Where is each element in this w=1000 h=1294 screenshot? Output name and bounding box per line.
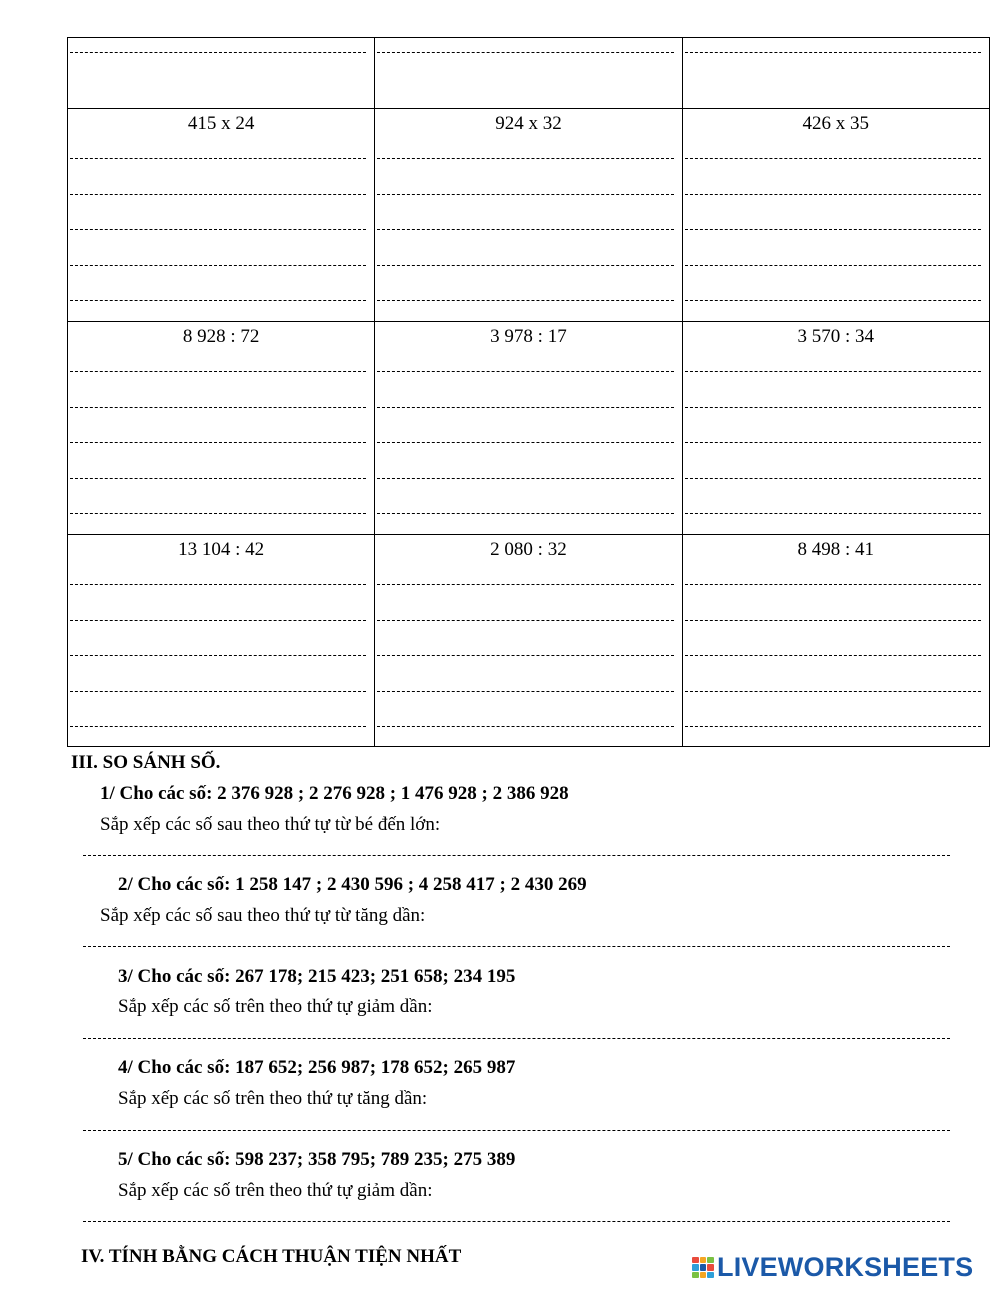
answer-line[interactable] <box>83 946 950 947</box>
exercise-table <box>67 37 990 747</box>
section-title: III. SO SÁNH SỐ. <box>71 752 221 773</box>
problem-cell[interactable] <box>68 535 375 747</box>
question-given-4: 4/ Cho các số: 187 652; 256 987; 178 652; 265 987 <box>118 1057 516 1078</box>
answer-line[interactable] <box>377 229 673 230</box>
answer-cell[interactable] <box>375 38 682 109</box>
question-given-5: 5/ Cho các số: 598 237; 358 795; 789 235; 275 389 <box>118 1149 516 1170</box>
answer-line[interactable] <box>70 442 366 443</box>
answer-line[interactable] <box>377 513 673 514</box>
problem-expression: 13 104 : 42 <box>178 539 265 560</box>
answer-line[interactable] <box>83 1038 950 1039</box>
problem-cell[interactable] <box>682 109 989 322</box>
answer-line[interactable] <box>70 513 366 514</box>
answer-line[interactable] <box>685 265 981 266</box>
answer-line[interactable] <box>685 620 981 621</box>
section-title: IV. TÍNH BẰNG CÁCH THUẬN TIỆN NHẤT <box>81 1246 462 1267</box>
problem-expression: 8 928 : 72 <box>182 326 260 347</box>
answer-line[interactable] <box>377 407 673 408</box>
answer-line[interactable] <box>70 726 366 727</box>
answer-line[interactable] <box>70 194 366 195</box>
answer-line[interactable] <box>685 300 981 301</box>
answer-line[interactable] <box>377 655 673 656</box>
problem-expression: 3 978 : 17 <box>490 326 567 347</box>
table-row <box>68 322 990 535</box>
problem-cell[interactable] <box>682 322 989 535</box>
answer-line[interactable] <box>70 691 366 692</box>
table-row <box>68 38 990 109</box>
liveworksheets-logo <box>692 1252 973 1283</box>
answer-line[interactable] <box>685 52 981 53</box>
answer-line[interactable] <box>685 513 981 514</box>
answer-line[interactable] <box>70 584 366 585</box>
problem-cell[interactable] <box>682 535 989 747</box>
answer-line[interactable] <box>70 265 366 266</box>
answer-line[interactable] <box>70 478 366 479</box>
answer-line[interactable] <box>377 52 673 53</box>
answer-line[interactable] <box>70 158 366 159</box>
answer-line[interactable] <box>377 691 673 692</box>
answer-line[interactable] <box>83 855 950 856</box>
answer-line[interactable] <box>70 371 366 372</box>
answer-line[interactable] <box>685 371 981 372</box>
answer-line[interactable] <box>377 620 673 621</box>
problem-cell[interactable] <box>375 322 682 535</box>
problem-expression: 2 080 : 32 <box>490 539 567 560</box>
problem-expression: 924 x 32 <box>495 113 562 134</box>
answer-line[interactable] <box>685 655 981 656</box>
answer-line[interactable] <box>70 655 366 656</box>
answer-line[interactable] <box>83 1130 950 1131</box>
answer-line[interactable] <box>377 265 673 266</box>
question-instruction-4: Sắp xếp các số trên theo thứ tự tăng dần: <box>118 1088 428 1109</box>
logo-text: LIVEWORKSHEETS <box>717 1252 974 1282</box>
answer-line[interactable] <box>685 691 981 692</box>
answer-cell[interactable] <box>682 38 989 109</box>
answer-line[interactable] <box>70 620 366 621</box>
answer-line[interactable] <box>685 158 981 159</box>
answer-line[interactable] <box>70 52 366 53</box>
problem-cell[interactable] <box>375 109 682 322</box>
question-instruction-3: Sắp xếp các số trên theo thứ tự giảm dần: <box>118 996 433 1017</box>
problem-expression: 3 570 : 34 <box>797 326 874 347</box>
answer-line[interactable] <box>377 584 673 585</box>
question-given-2: 2/ Cho các số: 1 258 147 ; 2 430 596 ; 4 258 417 ; 2 430 269 <box>118 874 587 895</box>
answer-line[interactable] <box>377 300 673 301</box>
problem-cell[interactable] <box>68 322 375 535</box>
answer-line[interactable] <box>377 442 673 443</box>
problem-expression: 415 x 24 <box>187 113 255 134</box>
answer-line[interactable] <box>377 194 673 195</box>
answer-line[interactable] <box>70 407 366 408</box>
answer-line[interactable] <box>83 1221 950 1222</box>
answer-line[interactable] <box>685 194 981 195</box>
question-instruction-2: Sắp xếp các số sau theo thứ tự từ tăng dần: <box>100 905 426 926</box>
question-instruction-5: Sắp xếp các số trên theo thứ tự giảm dần: <box>118 1180 433 1201</box>
answer-line[interactable] <box>685 584 981 585</box>
problem-cell[interactable] <box>68 109 375 322</box>
table-row <box>68 535 990 747</box>
answer-line[interactable] <box>685 726 981 727</box>
table-row <box>68 109 990 322</box>
answer-line[interactable] <box>377 478 673 479</box>
answer-line[interactable] <box>685 407 981 408</box>
question-given-1: 1/ Cho các số: 2 376 928 ; 2 276 928 ; 1 476 928 ; 2 386 928 <box>100 783 569 804</box>
question-instruction-1: Sắp xếp các số sau theo thứ tự từ bé đến lớn: <box>100 814 441 835</box>
answer-cell[interactable] <box>68 38 375 109</box>
answer-line[interactable] <box>70 229 366 230</box>
answer-line[interactable] <box>685 229 981 230</box>
answer-line[interactable] <box>377 726 673 727</box>
answer-line[interactable] <box>377 371 673 372</box>
answer-line[interactable] <box>377 158 673 159</box>
answer-line[interactable] <box>685 442 981 443</box>
problem-expression: 426 x 35 <box>802 113 869 134</box>
answer-line[interactable] <box>70 300 366 301</box>
problem-expression: 8 498 : 41 <box>797 539 874 560</box>
problem-cell[interactable] <box>375 535 682 747</box>
question-given-3: 3/ Cho các số: 267 178; 215 423; 251 658; 234 195 <box>118 966 516 987</box>
logo-grid-icon <box>692 1257 714 1279</box>
answer-line[interactable] <box>685 478 981 479</box>
